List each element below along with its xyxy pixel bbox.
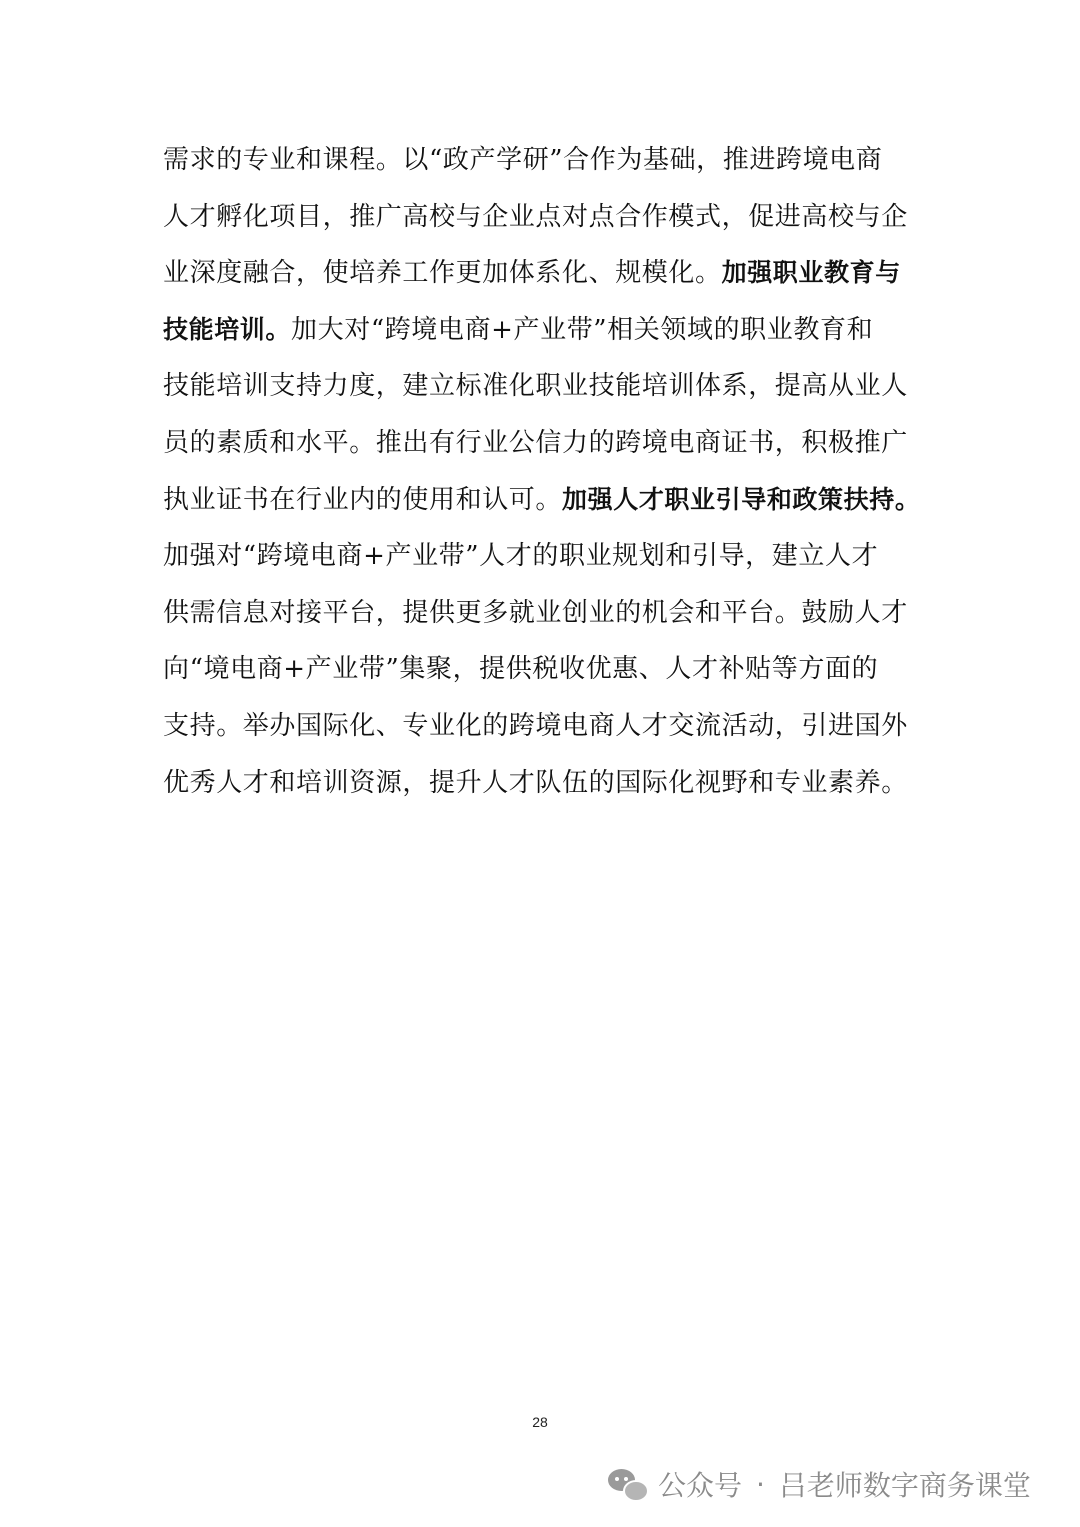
text-line [163,245,933,302]
watermark-prefix: 公众号 [658,1469,743,1502]
text-run: 支持。举办国际化、专业化的跨境电商人才交流活动，引进国外 [163,710,908,741]
watermark-separator: · [756,1467,765,1501]
bold-heading-run: 加强人才职业引导和政策扶持。 [562,484,921,514]
wechat-icon [608,1467,648,1501]
text-line [163,415,933,472]
text-line [163,641,933,698]
text-line [163,755,933,812]
text-line [163,528,933,585]
bold-heading-run: 加强职业教育与 [721,258,901,288]
text-run: 业深度融合，使培养工作更加体系化、规模化。 [163,258,722,289]
text-run: 加大对“跨境电商+产业带”相关领域的职业教育和 [291,314,874,345]
text-run: 需求的专业和课程。以“政产学研”合作为基础，推进跨境电商 [163,145,883,175]
text-line [163,189,933,246]
text-line [163,472,933,529]
page-number: 28 [532,1414,548,1430]
text-line [163,698,933,755]
text-run: 向“境电商+产业带”集聚，提供税收优惠、人才补贴等方面的 [163,654,879,685]
text-line [163,358,933,415]
text-run: 优秀人才和培训资源，提升人才队伍的国际化视野和专业素养。 [163,767,908,798]
text-line [163,302,933,359]
text-line [163,132,933,189]
text-run: 加强对“跨境电商+产业带”人才的职业规划和引导，建立人才 [163,541,879,572]
text-run: 技能培训支持力度，建立标准化职业技能培训体系，提高从业人 [163,371,908,402]
text-line [163,585,933,642]
text-run: 人才孵化项目，推广高校与企业点对点合作模式，促进高校与企 [163,201,908,232]
bold-heading-run: 技能培训。 [163,314,292,344]
watermark-account: 吕老师数字商务课堂 [778,1469,1031,1502]
text-run: 员的素质和水平。推出有行业公信力的跨境电商证书，积极推广 [163,427,908,458]
text-run: 执业证书在行业内的使用和认可。 [163,484,563,515]
document-body [163,132,933,811]
text-run: 供需信息对接平台，提供更多就业创业的机会和平台。鼓励人才 [163,597,908,628]
watermark [608,1462,1031,1506]
